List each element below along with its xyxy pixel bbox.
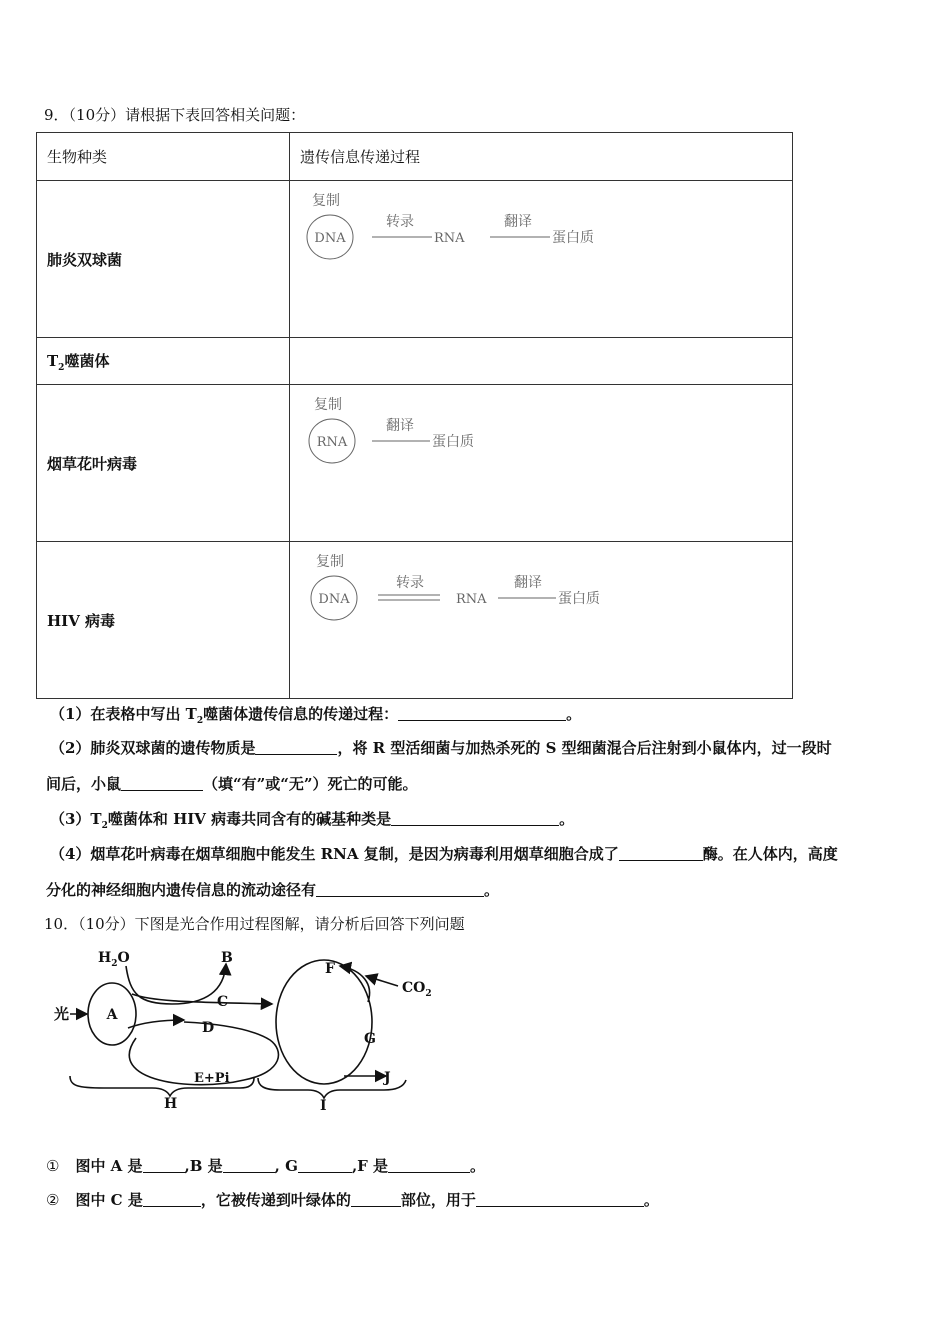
svg-text:RNA: RNA xyxy=(456,592,487,607)
diagram-hiv xyxy=(290,542,793,699)
svg-text:蛋白质: 蛋白质 xyxy=(552,230,594,246)
diagram-pneumococcus xyxy=(290,181,793,338)
q10-heading: 10．（10分）下图是光合作用过程图解，请分析后回答下列问题 xyxy=(44,915,465,933)
svg-text:转录: 转录 xyxy=(386,214,414,230)
label-J: J xyxy=(384,1070,391,1086)
svg-text:RNA: RNA xyxy=(434,231,465,246)
answer-blank[interactable] xyxy=(255,739,337,755)
answer-blank[interactable] xyxy=(121,775,203,791)
label-A: A xyxy=(106,1007,118,1023)
flow-diagram-dna-rna-protein xyxy=(300,189,620,269)
diagram-t2-phage-blank xyxy=(290,338,793,385)
answer-blank[interactable] xyxy=(143,1157,185,1173)
q9-part4-cont: 分化的神经细胞内遗传信息的流动途径有 。 xyxy=(46,881,500,899)
q10-part1: ① 图中 A 是 ,B 是 , G ,F 是 。 xyxy=(46,1157,486,1175)
label-co2: $CO_2$ xyxy=(402,980,432,999)
answer-blank[interactable] xyxy=(398,705,566,721)
diagram-tmv xyxy=(290,385,793,542)
label-light: 光 xyxy=(54,1005,70,1023)
q9-part4: （4）烟草花叶病毒在烟草细胞中能发生 RNA 复制，是因为病毒利用烟草细胞合成了 酶。在人体内，高度 xyxy=(50,845,838,863)
q9-part2-cont: 间后，小鼠 （填“有”或“无”）死亡的可能。 xyxy=(46,775,418,793)
svg-text:转录: 转录 xyxy=(396,575,424,591)
organism-hiv: HIV 病毒 xyxy=(37,542,290,699)
q9-part3: $(3)T_2$噬菌体和 HIV 病毒共同含有的碱基种类是 。 xyxy=(50,810,575,831)
answer-blank[interactable] xyxy=(298,1157,352,1173)
answer-blank[interactable] xyxy=(316,881,484,897)
table-header-process: 遗传信息传递过程 xyxy=(290,133,793,181)
answer-blank[interactable] xyxy=(351,1191,401,1207)
label-H: H xyxy=(164,1096,178,1112)
q10-part2: ② 图中 C 是 ，它被传递到叶绿体的 部位，用于 。 xyxy=(46,1191,659,1209)
svg-text:翻译: 翻译 xyxy=(514,575,542,591)
label-I: I xyxy=(320,1098,327,1114)
flow-diagram-reverse-transcription xyxy=(300,550,620,630)
svg-text:复制: 复制 xyxy=(312,193,340,209)
label-D: D xyxy=(202,1020,215,1036)
organism-t2-phage: $T_2$噬菌体 xyxy=(37,338,290,385)
svg-text:翻译: 翻译 xyxy=(386,418,414,434)
label-E-Pi: E+Pi xyxy=(194,1071,230,1086)
label-h2o: $H_2O$ xyxy=(98,950,130,969)
organism-tmv: 烟草花叶病毒 xyxy=(37,385,290,542)
svg-text:复制: 复制 xyxy=(316,554,344,570)
answer-blank[interactable] xyxy=(388,1157,470,1173)
svg-text:翻译: 翻译 xyxy=(504,214,532,230)
calvin-cycle-ellipse xyxy=(276,960,372,1084)
flow-diagram-rna-protein xyxy=(300,393,620,473)
answer-blank[interactable] xyxy=(223,1157,275,1173)
svg-text:复制: 复制 xyxy=(314,397,342,413)
q9-part2: （2）肺炎双球菌的遗传物质是 ，将 R 型活细菌与加热杀死的 S 型细菌混合后注射到小鼠体内，过一段时 xyxy=(50,739,832,757)
label-B: B xyxy=(221,950,233,966)
answer-blank[interactable] xyxy=(476,1191,644,1207)
genetic-info-table xyxy=(36,132,793,699)
svg-text:蛋白质: 蛋白质 xyxy=(432,434,474,450)
table-header-organism: 生物种类 xyxy=(37,133,290,181)
label-C: C xyxy=(217,994,229,1010)
label-G: G xyxy=(364,1031,376,1047)
label-F: F xyxy=(325,961,335,977)
svg-text:DNA: DNA xyxy=(314,231,346,246)
svg-text:蛋白质: 蛋白质 xyxy=(558,591,600,607)
photosynthesis-diagram xyxy=(44,942,444,1120)
q9-heading: 9．（10分）请根据下表回答相关问题： xyxy=(44,106,306,124)
table-row xyxy=(37,181,793,338)
svg-text:RNA: RNA xyxy=(316,435,348,450)
table-row xyxy=(37,542,793,699)
answer-blank[interactable] xyxy=(619,845,703,861)
answer-blank[interactable] xyxy=(143,1191,201,1207)
answer-blank[interactable] xyxy=(391,810,559,826)
svg-text:DNA: DNA xyxy=(318,592,350,607)
table-row xyxy=(37,338,793,385)
table-row xyxy=(37,385,793,542)
q9-part1: （1）在表格中写出 $T_2$噬菌体遗传信息的传递过程： 。 xyxy=(50,705,582,726)
organism-pneumococcus: 肺炎双球菌 xyxy=(37,181,290,338)
